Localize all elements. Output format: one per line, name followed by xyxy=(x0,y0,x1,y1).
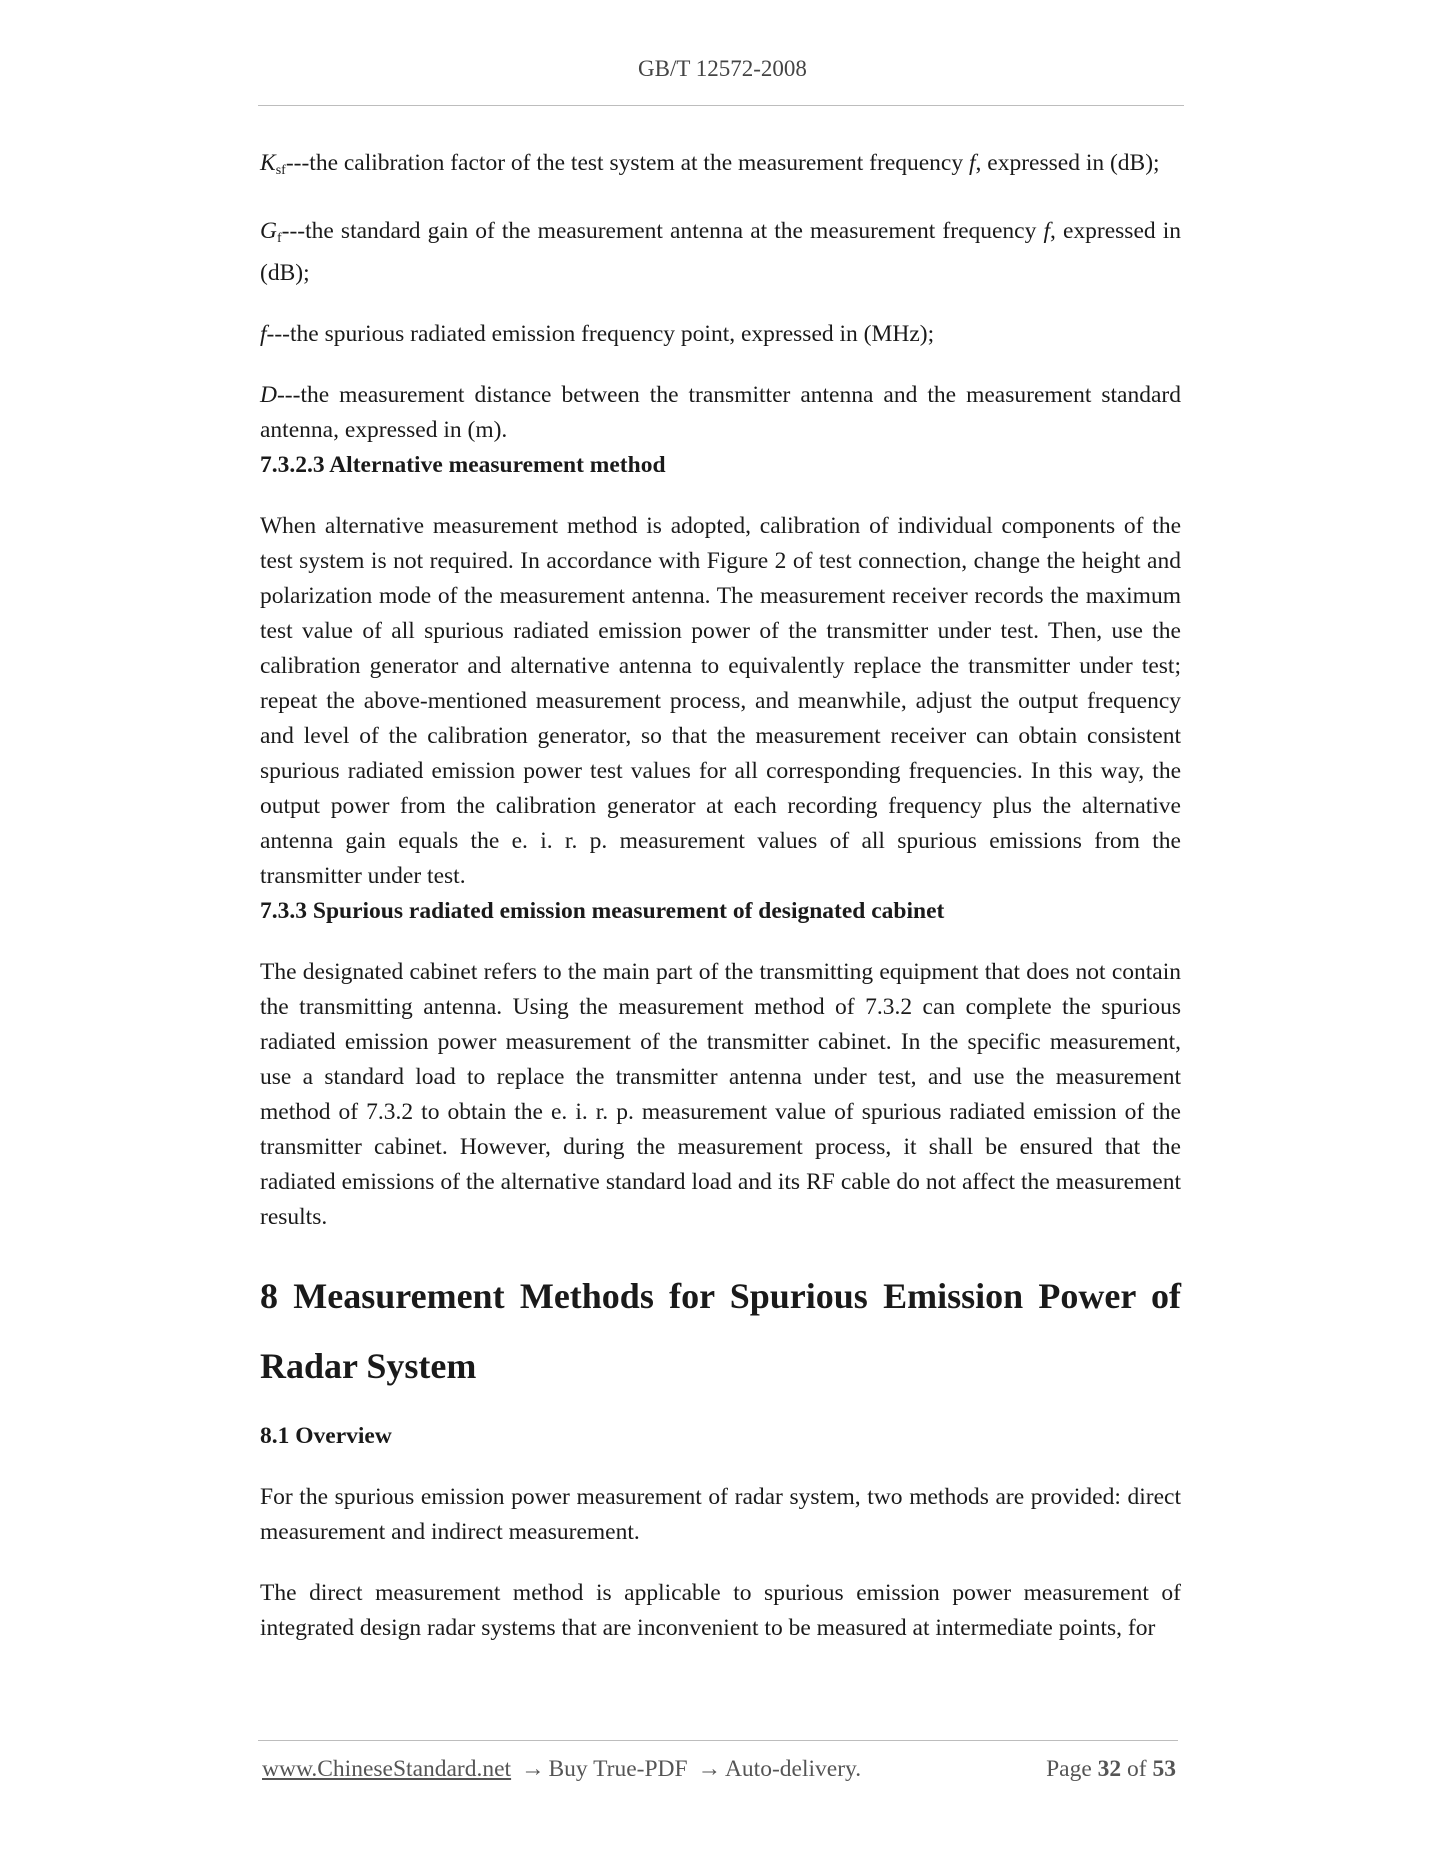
subscript-sf: sf xyxy=(275,163,286,178)
symbol-f: f xyxy=(1043,218,1050,244)
definition-text: ---the measurement distance between the transmitter antenna and the measurement standard antenna, expressed in (m). xyxy=(260,382,1181,443)
definition-text: ---the spurious radiated emission frequency point, expressed in (MHz); xyxy=(266,321,935,347)
arrow-right-icon: → xyxy=(697,1756,721,1782)
auto-delivery-text: Auto-delivery. xyxy=(724,1756,862,1782)
website-link[interactable]: www.ChineseStandard.net xyxy=(262,1756,512,1782)
current-page: 32 xyxy=(1097,1756,1122,1782)
section-733-heading: 7.3.3 Spurious radiated emission measurement of designated cabinet xyxy=(260,898,945,924)
section-7323-paragraph: When alternative measurement method is adopted, calibration of individual components of the test system is not required. In accordance with Figure 2 of test connection, change the height and polarization mode of the measurement antenna. The measurement receiver records the maximum test value of all spurious radiated emission power of the transmitter under test. Then, use the calibration generator and alternative antenna to equivalently replace the transmitter under test; repeat the above-mentioned measurement process, and meanwhile, adjust the output frequency and level of the calibration generator, so that the measurement receiver can obtain consistent spurious radiated emission power test values for all corresponding frequencies. In this way, the output power from the calibration generator at each recording frequency plus the alternative antenna gain equals the e. i. r. p. measurement values of all spurious emissions from the transmitter under test. xyxy=(260,513,1181,889)
symbol-d: D xyxy=(260,382,277,408)
definition-text: ---the standard gain of the measurement antenna at the measurement frequency xyxy=(281,218,1044,244)
symbol-g: G xyxy=(260,218,277,244)
definition-f xyxy=(260,317,1181,352)
section-81-paragraph-2: The direct measurement method is applicable to spurious emission power measurement of integrated design radar systems that are inconvenient to be measured at intermediate points, for xyxy=(260,1580,1181,1641)
buy-pdf-text: Buy True-PDF xyxy=(548,1756,688,1782)
symbol-k: K xyxy=(260,150,276,176)
section-7323-heading: 7.3.2.3 Alternative measurement method xyxy=(260,452,666,478)
page-label: Page xyxy=(1046,1756,1092,1782)
definition-gf xyxy=(260,214,1181,291)
total-pages: 53 xyxy=(1152,1756,1176,1782)
definition-d xyxy=(260,378,1181,448)
page-indicator xyxy=(1046,1756,1176,1783)
arrow-right-icon: → xyxy=(520,1756,545,1782)
subscript-f: f xyxy=(276,231,282,246)
definition-ksf xyxy=(260,146,1181,188)
section-81-heading: 8.1 Overview xyxy=(260,1423,392,1449)
footer-divider xyxy=(258,1740,1178,1741)
symbol-f: f xyxy=(969,150,976,176)
definition-tail: , expressed in (dB); xyxy=(260,218,1181,286)
symbol-f: f xyxy=(260,321,267,347)
page-header: GB/T 12572-2008 xyxy=(638,56,807,81)
footer-links xyxy=(262,1756,861,1783)
definition-text: ---the calibration factor of the test system at the measurement frequency xyxy=(285,150,969,176)
definition-tail: , expressed in (dB); xyxy=(975,150,1160,176)
section-733-paragraph: The designated cabinet refers to the main part of the transmitting equipment that does not contain the transmitting antenna. Using the measurement method of 7.3.2 can complete the spurious radiated emission power measurement of the transmitter cabinet. In the specific measurement, use a standard load to replace the transmitter antenna under test, and use the measurement method of 7.3.2 to obtain the e. i. r. p. measurement value of spurious radiated emission of the transmitter cabinet. However, during the measurement process, it shall be ensured that the radiated emissions of the alternative standard load and its RF cable do not affect the measurement results. xyxy=(260,959,1181,1230)
header-divider xyxy=(258,105,1184,106)
section-81-paragraph-1: For the spurious emission power measurement of radar system, two methods are provided: direct measurement and indirect measurement. xyxy=(260,1484,1181,1545)
of-label: of xyxy=(1127,1756,1147,1782)
chapter-8-heading: 8 Measurement Methods for Spurious Emission Power of Radar System xyxy=(260,1276,1181,1386)
page-body xyxy=(260,146,1181,1646)
